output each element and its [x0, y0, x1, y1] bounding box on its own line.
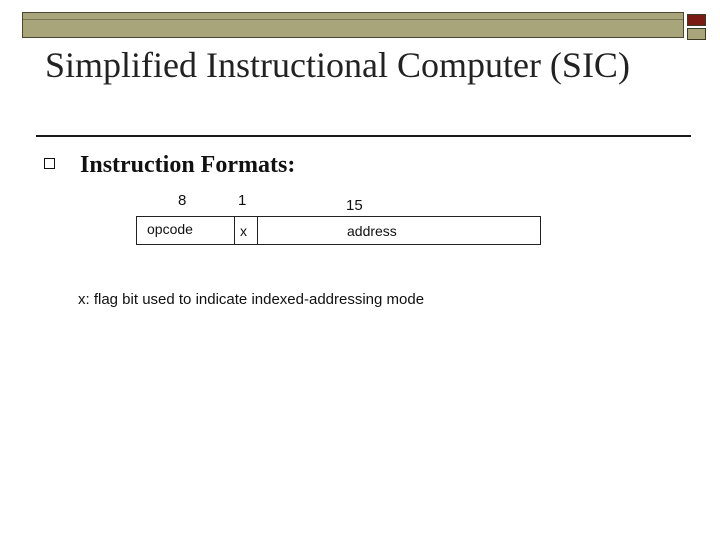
corner-decoration-olive	[687, 28, 706, 40]
opcode-bit-count: 8	[178, 192, 187, 209]
corner-decoration-red	[687, 14, 706, 26]
header-decoration-line	[23, 19, 683, 20]
header-decoration-bar	[22, 12, 684, 38]
x-bit-count: 1	[238, 192, 247, 209]
opcode-field: opcode	[137, 217, 235, 244]
title-divider	[36, 135, 691, 137]
slide-title: Simplified Instructional Computer (SIC)	[45, 45, 630, 85]
address-bit-count: 15	[346, 197, 363, 214]
instruction-format-diagram	[136, 216, 541, 245]
x-flag-note: x: flag bit used to indicate indexed-addressing mode	[78, 291, 425, 308]
address-field: address	[347, 222, 397, 239]
x-field: x	[235, 217, 258, 244]
square-bullet-icon	[44, 158, 55, 169]
bullet-text: Instruction Formats:	[80, 152, 296, 178]
